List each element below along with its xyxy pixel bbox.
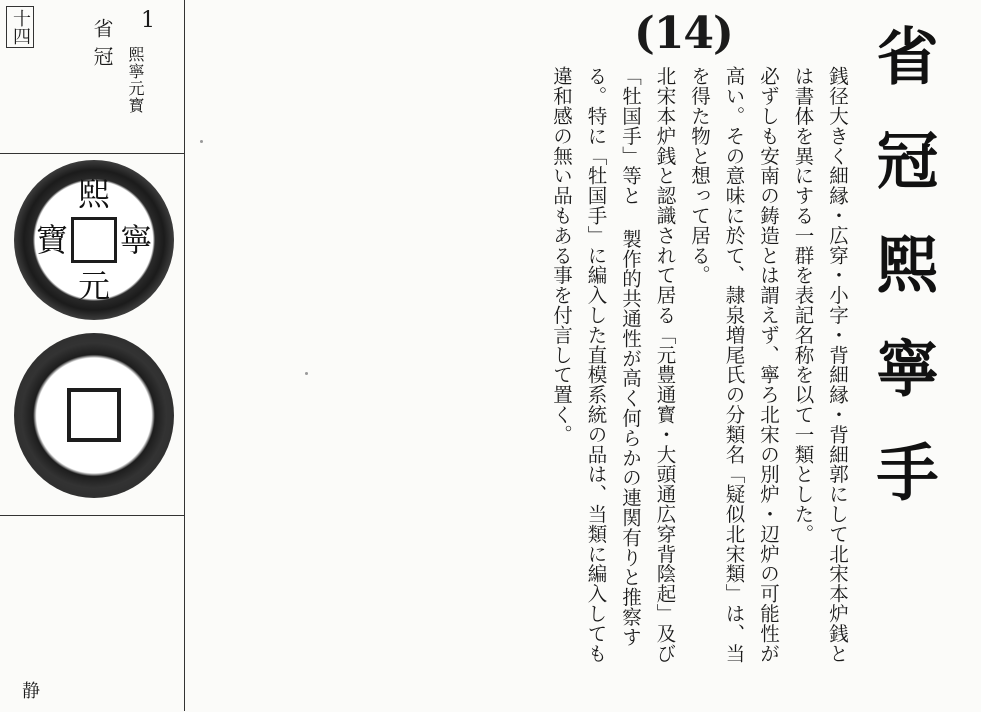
coin-char-top: 熙 (78, 175, 111, 213)
paragraph: 銭径大きく細縁・広穿・小字・背細縁・背細郭にして北宋本炉銭とは書体を異にする一群を表記名称を以て一類とした。 (791, 66, 849, 663)
body-text (492, 66, 854, 676)
square-hole (71, 217, 117, 263)
coin-reverse-rubbing (14, 333, 174, 498)
scan-speck (305, 372, 308, 375)
catalog-header-cell (0, 0, 185, 154)
section-number: 十四 (6, 6, 34, 48)
page-number-heading: (14) (634, 8, 733, 59)
page-title: 省冠熙寧手 (866, 24, 939, 544)
coin-char-right: 寧 (120, 221, 153, 259)
catalog-strip (0, 0, 185, 711)
scan-speck (200, 140, 203, 143)
catalog-number: 1 (141, 8, 155, 33)
coin-obverse-rubbing (14, 160, 174, 320)
footer-mark: 静 (22, 681, 40, 702)
coin-name: 熙寧元寳 (126, 46, 145, 114)
square-hole (67, 388, 121, 442)
classification-label: 省冠 (90, 18, 114, 74)
paragraph: 北宋本炉銭と認識されて居る「元豊通寳・大頭通広穿背陰起」及び「牡国手」等と 製作的共通性が高く何らかの連関有りと推察する。特に「牡国手」に編入した直模系統の品は、当類に編入しても違和感の無い品もある事を付言して置く。 (550, 66, 677, 663)
coin-char-left: 寶 (36, 221, 69, 259)
coin-char-bottom: 元 (78, 267, 111, 305)
catalog-footer-cell (0, 515, 185, 712)
paragraph: 必ずしも安南の鋳造とは謂えず、寧ろ北宋の別炉・辺炉の可能性が高い。その意味に於て、隷泉増尾氏の分類名「疑似北宋類」は、当を得た物と想って居る。 (688, 66, 780, 663)
